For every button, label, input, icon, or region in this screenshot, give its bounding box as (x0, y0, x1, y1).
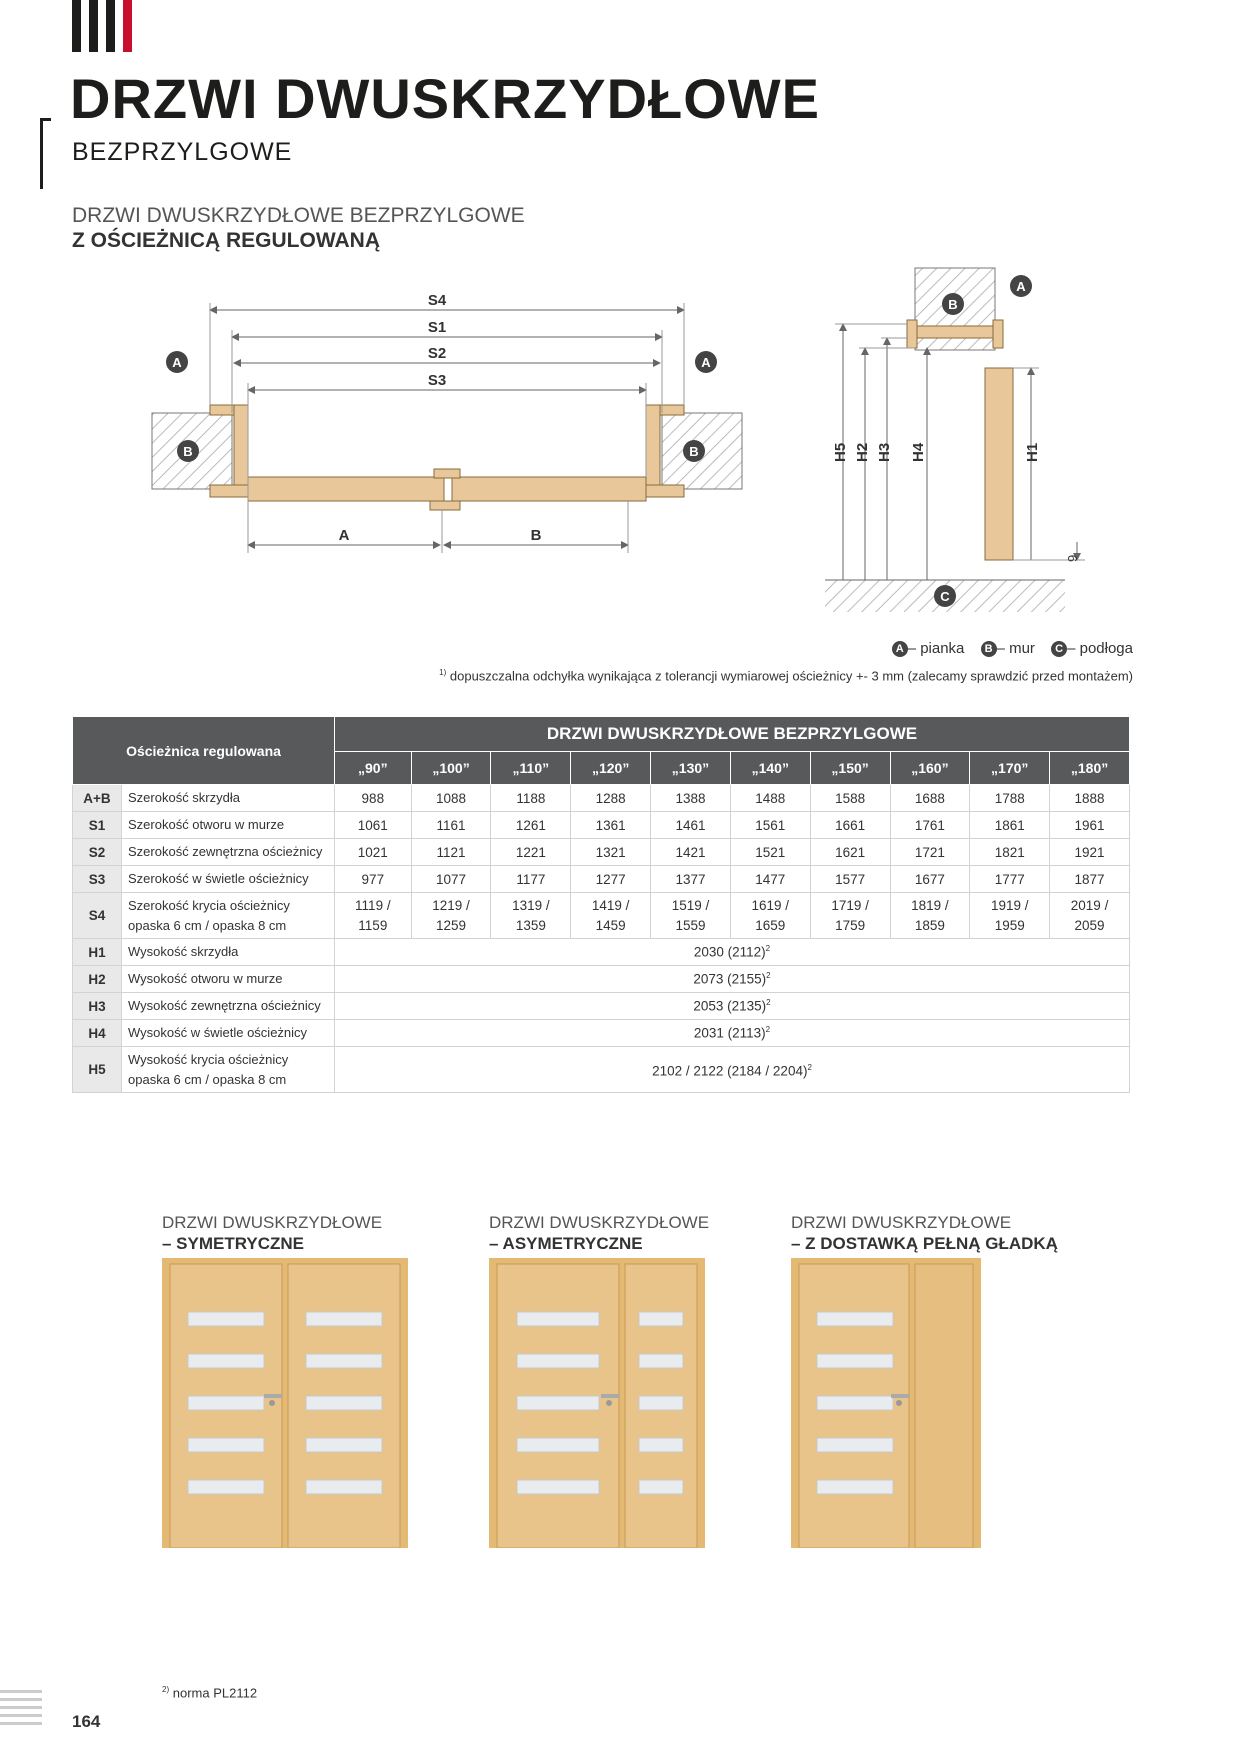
value-bottom: 1559 (675, 917, 706, 933)
size-header: „180” (1050, 752, 1130, 785)
dim-s1: S1 (427, 319, 447, 336)
value-sup: 2 (765, 944, 771, 954)
row-value: 1688 (890, 785, 970, 812)
dim-h4: H4 (910, 442, 927, 462)
value-text: 2053 (2135) (693, 998, 767, 1014)
value-top: 1719 / (831, 897, 869, 913)
row-label: Wysokość w świetle ościeżnicy (122, 1020, 335, 1047)
value-top: 1919 / (990, 897, 1029, 913)
table-row (73, 812, 1130, 839)
row-code: S1 (73, 812, 122, 839)
row-value: 1488 (730, 785, 810, 812)
table-row (73, 966, 1130, 993)
door-caption-line2: – Z DOSTAWKĄ PEŁNĄ GŁADKĄ (791, 1234, 1058, 1253)
side-frame-stop (907, 320, 917, 348)
row-code: H1 (73, 939, 122, 966)
row-value (890, 893, 970, 939)
row-value: 1721 (890, 839, 970, 866)
row-value: 1961 (1050, 812, 1130, 839)
size-header: „120” (571, 752, 651, 785)
page-number: 164 (72, 1712, 101, 1731)
left-frame-bottom (210, 485, 248, 497)
door-caption-line2: – ASYMETRYCZNE (489, 1234, 643, 1253)
row-value: 1088 (411, 785, 491, 812)
door-caption-line1: DRZWI DWUSKRZYDŁOWE (791, 1213, 1012, 1232)
row-value: 1877 (1050, 866, 1130, 893)
row-value: 1577 (810, 866, 890, 893)
value-bottom: 1159 (358, 917, 388, 933)
row-code: H5 (73, 1047, 122, 1093)
value-bottom: 1359 (515, 917, 546, 933)
row-value: 1588 (810, 785, 890, 812)
legend-a-text: – pianka (907, 640, 965, 657)
row-value: 1188 (491, 785, 571, 812)
row-value: 1621 (810, 839, 890, 866)
row-code: H4 (73, 1020, 122, 1047)
row-value: 1261 (491, 812, 571, 839)
row-label: Wysokość zewnętrzna ościeżnicy (122, 993, 335, 1020)
side-leaf (985, 368, 1013, 560)
dim-s2: S2 (427, 345, 447, 362)
row-label: Szerokość zewnętrzna ościeżnicy (122, 839, 335, 866)
marker-a-left: A (172, 355, 182, 370)
row-value (571, 893, 651, 939)
row-value: 1288 (571, 785, 651, 812)
side-view-diagram (815, 262, 1095, 617)
row-label-line1: Szerokość krycia ościeżnicy (128, 897, 290, 913)
row-value: 1921 (1050, 839, 1130, 866)
row-value (1050, 893, 1130, 939)
footnote2-mark: 2) (162, 1685, 170, 1694)
row-value (651, 893, 731, 939)
value-bottom: 1659 (755, 917, 786, 933)
title-bracket (40, 118, 51, 189)
row-code: S2 (73, 839, 122, 866)
side-marker-c: C (940, 589, 950, 604)
value-top: 1319 / (512, 897, 550, 913)
size-header: „150” (810, 752, 890, 785)
row-label: Szerokość skrzydła (122, 785, 335, 812)
norm-footnote (162, 1685, 257, 1700)
row-value (335, 893, 412, 939)
row-value: 977 (335, 866, 412, 893)
row-value (411, 893, 491, 939)
row-value: 1161 (411, 812, 491, 839)
row-value (810, 893, 890, 939)
row-value: 1221 (491, 839, 571, 866)
door-symmetric-image (162, 1258, 408, 1548)
marker-b-right: B (689, 444, 699, 459)
row-value: 1061 (335, 812, 412, 839)
section-title-line1: DRZWI DWUSKRZYDŁOWE BEZPRZYLGOWE (72, 204, 525, 227)
row-code: S3 (73, 866, 122, 893)
row-value: 1477 (730, 866, 810, 893)
row-value (335, 939, 1130, 966)
legend-b-badge: B (981, 641, 997, 657)
value-text: 2030 (2112) (693, 944, 766, 960)
table-row (73, 866, 1130, 893)
door-caption-line1: DRZWI DWUSKRZYDŁOWE (489, 1213, 710, 1232)
row-value (970, 893, 1050, 939)
row-value: 1821 (970, 839, 1050, 866)
spec-table (72, 716, 1130, 1093)
row-value: 1788 (970, 785, 1050, 812)
size-header: „170” (970, 752, 1050, 785)
value-bottom: 1259 (436, 917, 467, 933)
legend (892, 640, 1133, 657)
legend-c-badge: C (1051, 641, 1067, 657)
row-value: 1421 (651, 839, 731, 866)
footnote1-text: dopuszczalna odchyłka wynikająca z tolerancji wymiarowej ościeżnicy +- 3 mm (zalecamy sprawdzić przed montażem) (449, 668, 1133, 684)
row-label-line1: Wysokość krycia ościeżnicy (128, 1051, 289, 1067)
side-frame-stop2 (993, 320, 1003, 348)
row-value: 1321 (571, 839, 651, 866)
row-value (335, 1020, 1130, 1047)
dim-h2: H2 (854, 442, 871, 462)
size-header: „130” (651, 752, 731, 785)
row-value: 1861 (970, 812, 1050, 839)
marker-a-right: A (701, 355, 711, 370)
row-label: Wysokość skrzydła (122, 939, 335, 966)
table-row (73, 1020, 1130, 1047)
size-header: „90” (335, 752, 412, 785)
legend-b-text: – mur (996, 640, 1035, 657)
row-value: 1661 (810, 812, 890, 839)
size-header: „160” (890, 752, 970, 785)
row-value: 1361 (571, 812, 651, 839)
top-view-diagram (140, 285, 760, 565)
value-top: 2019 / (1070, 897, 1109, 913)
row-label-line2: opaska 6 cm / opaska 8 cm (128, 1071, 287, 1087)
row-code: A+B (73, 785, 122, 812)
section-title (72, 203, 525, 253)
table-corner: Ościeżnica regulowana (73, 717, 335, 785)
table-row (73, 993, 1130, 1020)
row-value: 1677 (890, 866, 970, 893)
value-top: 1519 / (671, 897, 710, 913)
row-code: S4 (73, 893, 122, 939)
marker-b-left: B (183, 444, 193, 459)
size-header: „100” (411, 752, 491, 785)
value-top: 1619 / (751, 897, 790, 913)
value-bottom: 2059 (1074, 917, 1105, 933)
table-row (73, 785, 1130, 812)
right-leaf (452, 477, 646, 501)
value-top: 1119 / (355, 897, 391, 913)
value-sup: 2 (766, 998, 771, 1008)
door-asymmetric-image (489, 1258, 705, 1548)
value-sup: 2 (765, 1025, 771, 1035)
value-bottom: 1759 (835, 917, 866, 933)
page-title: DRZWI DWUSKRZYDŁOWE (70, 67, 821, 130)
door-caption-line1: DRZWI DWUSKRZYDŁOWE (162, 1213, 383, 1232)
door-caption-symmetric (162, 1212, 382, 1254)
table-row-h5 (73, 1047, 1130, 1093)
value-sup: 2 (807, 1062, 812, 1072)
row-value: 1761 (890, 812, 970, 839)
row-value: 1377 (651, 866, 731, 893)
row-value (730, 893, 810, 939)
dim-b: B (530, 527, 542, 544)
value-text: 2031 (2113) (693, 1025, 766, 1041)
left-frame-jamb (234, 405, 248, 497)
left-leaf (248, 477, 444, 501)
row-value: 1388 (651, 785, 731, 812)
brand-logo (72, 0, 142, 52)
value-text: 2102 / 2122 (2184 / 2204) (652, 1063, 808, 1079)
value-bottom: 1959 (994, 917, 1025, 933)
side-frame-head (907, 326, 1003, 338)
table-group-header: DRZWI DWUSKRZYDŁOWE BEZPRZYLGOWE (335, 717, 1130, 752)
section-title-line2: Z OŚCIEŻNICĄ REGULOWANĄ (72, 229, 380, 252)
row-label: Wysokość otworu w murze (122, 966, 335, 993)
dim-s4: S4 (427, 292, 447, 309)
row-value: 988 (335, 785, 412, 812)
door-caption-fixed-panel (791, 1212, 1058, 1254)
dim-h5: H5 (832, 442, 849, 462)
table-row (73, 839, 1130, 866)
value-sup: 2 (766, 971, 771, 981)
door-caption-line2: – SYMETRYCZNE (162, 1234, 305, 1253)
value-text: 2073 (2155) (693, 971, 767, 987)
dim-s3: S3 (427, 372, 447, 389)
footnote1-mark: 1) (439, 668, 447, 677)
dim-h1: H1 (1024, 442, 1041, 462)
row-value: 1777 (970, 866, 1050, 893)
row-label (122, 893, 335, 939)
dim-a: A (338, 527, 350, 544)
row-label (122, 1047, 335, 1093)
tolerance-footnote (439, 668, 1133, 683)
row-value: 1121 (411, 839, 491, 866)
dim-h3: H3 (876, 442, 893, 462)
value-bottom: 1459 (595, 917, 626, 933)
row-value: 1888 (1050, 785, 1130, 812)
row-code: H2 (73, 966, 122, 993)
row-value: 1177 (491, 866, 571, 893)
row-value: 1077 (411, 866, 491, 893)
value-top: 1219 / (432, 897, 470, 913)
value-top: 1819 / (911, 897, 949, 913)
legend-c-text: – podłoga (1067, 640, 1133, 657)
row-code: H3 (73, 993, 122, 1020)
page-subtitle: BEZPRZYLGOWE (72, 138, 293, 166)
right-frame-bottom (646, 485, 684, 497)
legend-a-badge: A (892, 641, 908, 657)
handle-bottom (430, 501, 460, 510)
page-bars-decoration (0, 1690, 42, 1730)
footnote2-text: norma PL2112 (172, 1685, 258, 1701)
row-value: 1521 (730, 839, 810, 866)
row-value (335, 966, 1130, 993)
table-row-s4 (73, 893, 1130, 939)
value-top: 1419 / (591, 897, 630, 913)
right-frame-jamb (646, 405, 660, 497)
row-label: Szerokość w świetle ościeżnicy (122, 866, 335, 893)
size-header: „140” (730, 752, 810, 785)
row-value: 1561 (730, 812, 810, 839)
value-bottom: 1859 (914, 917, 945, 933)
door-caption-asymmetric (489, 1212, 709, 1254)
row-value (335, 993, 1130, 1020)
row-value: 1461 (651, 812, 731, 839)
row-label: Szerokość otworu w murze (122, 812, 335, 839)
side-marker-a: A (1016, 279, 1026, 294)
door-fixed-panel-image (791, 1258, 981, 1548)
row-value: 1277 (571, 866, 651, 893)
row-value: 1021 (335, 839, 412, 866)
row-value (491, 893, 571, 939)
row-value (335, 1047, 1130, 1093)
dim-gap: 9 (1065, 554, 1080, 562)
handle-top (434, 469, 460, 478)
size-header: „110” (491, 752, 571, 785)
row-label-line2: opaska 6 cm / opaska 8 cm (128, 917, 287, 933)
table-row (73, 939, 1130, 966)
side-marker-b: B (948, 297, 958, 312)
